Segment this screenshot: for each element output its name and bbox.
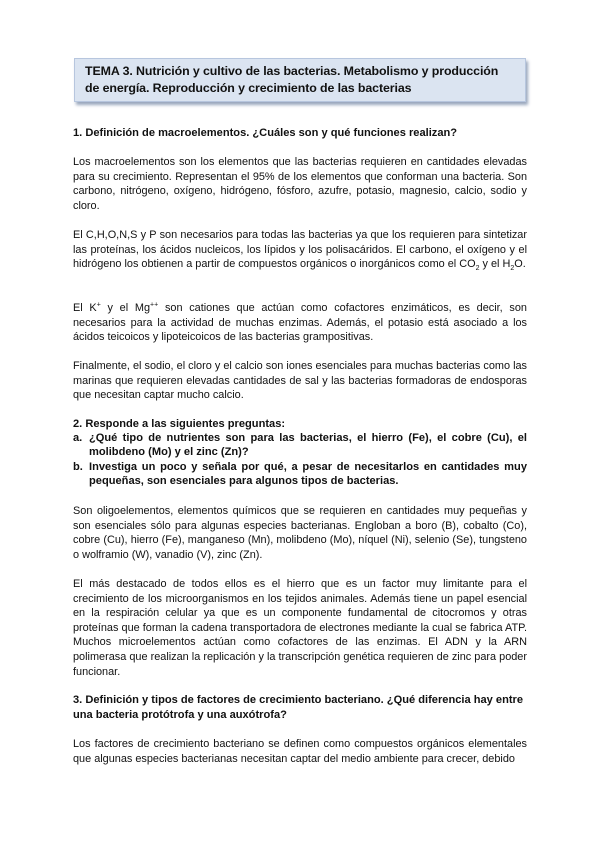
section-2-paragraph-1: Son oligoelementos, elementos químicos que se requieren en cantidades muy pequeñas y son esenciales sólo para algunas especies bacterianas. Engloban a boro (B), cobalto (Co), cobre (Cu), hierro (Fe), manganeso (Mn), molibdeno (Mo), níquel (Ni), selenio (Se), tungsteno o wolframio (W), vanadio (V), zinc (Zn). xyxy=(73,505,527,561)
section-2-paragraph-2: El más destacado de todos ellos es el hierro que es un factor muy limitante para el crecimiento de los microorganismos en los tejidos animales. Además tiene un papel esencial en la respiración celular ya que es un componente fundamental de citocromos y otras proteínas que forman la cadena transportadora de electrones mediante la cual se fabrica ATP. Muchos microelementos actúan como cofactores de las enzimas. El ADN y la ARN polimerasa que realizan la replicación y la transcripción genética requieren de zinc para poder funcionar. xyxy=(73,578,527,678)
title-line-1: TEMA 3. Nutrición y cultivo de las bacterias. Metabolismo y producción xyxy=(85,64,499,78)
title-line-2: de energía. Reproducción y crecimiento de las bacterias xyxy=(85,81,412,95)
section-1-paragraph-1: Los macroelementos son los elementos que las bacterias requieren en cantidades elevadas para su crecimiento. Representan el 95% de los elementos que conforman una bacteria. Son carbono, nitrógeno, oxígeno, hidrógeno, fósforo, azufre, potasio, magnesio, calcio, sodio y cloro. xyxy=(73,156,527,212)
question-a: a. ¿Qué tipo de nutrientes son para las bacterias, el hierro (Fe), el cobre (Cu), el molibdeno (Mo) y el zinc (Zn)? xyxy=(73,432,527,459)
section-1-paragraph-3: El K+ y el Mg++ son cationes que actúan como cofactores enzimáticos, es decir, son necesarios para la actividad de muchas enzimas. Además, el potasio está asociado a los ácidos teicoicos y lipoteicoicos de las bacterias grampositivas. xyxy=(73,301,527,344)
question-b: b. Investiga un poco y señala por qué, a pesar de necesitarlos en cantidades muy pequeñas, son esenciales para algunos tipos de bacterias. xyxy=(73,460,527,488)
section-3-heading: 3. Definición y tipos de factores de crecimiento bacteriano. ¿Qué diferencia hay entre una bacteria protótrofa y una auxótrofa? xyxy=(73,694,524,721)
section-3-paragraph-1: Los factores de crecimiento bacteriano se definen como compuestos orgánicos elementales que algunas especies bacterianas necesitan captar del medio ambiente para crecer, debido xyxy=(73,738,527,765)
section-1-paragraph-4: Finalmente, el sodio, el cloro y el calcio son iones esenciales para muchas bacterias como las marinas que requieren elevadas cantidades de sal y las bacterias formadoras de endosporas que necesitan captar mucho calcio. xyxy=(73,360,527,402)
title-box xyxy=(74,58,526,102)
section-1-heading: 1. Definición de macroelementos. ¿Cuáles son y qué funciones realizan? xyxy=(73,127,458,139)
section-2-questions xyxy=(73,431,527,489)
section-2-heading: 2. Responde a las siguientes preguntas: xyxy=(73,418,286,430)
section-1-paragraph-2: El C,H,O,N,S y P son necesarios para todas las bacterias ya que los requieren para sintetizar las proteínas, los ácidos nucleicos, los lípidos y los polisacáridos. El carbono, el oxígeno y el hidrógeno los obtienen a partir de compuestos orgánicos o inorgánicos como el $CO_2$ y el $H_2O$. xyxy=(73,229,527,273)
